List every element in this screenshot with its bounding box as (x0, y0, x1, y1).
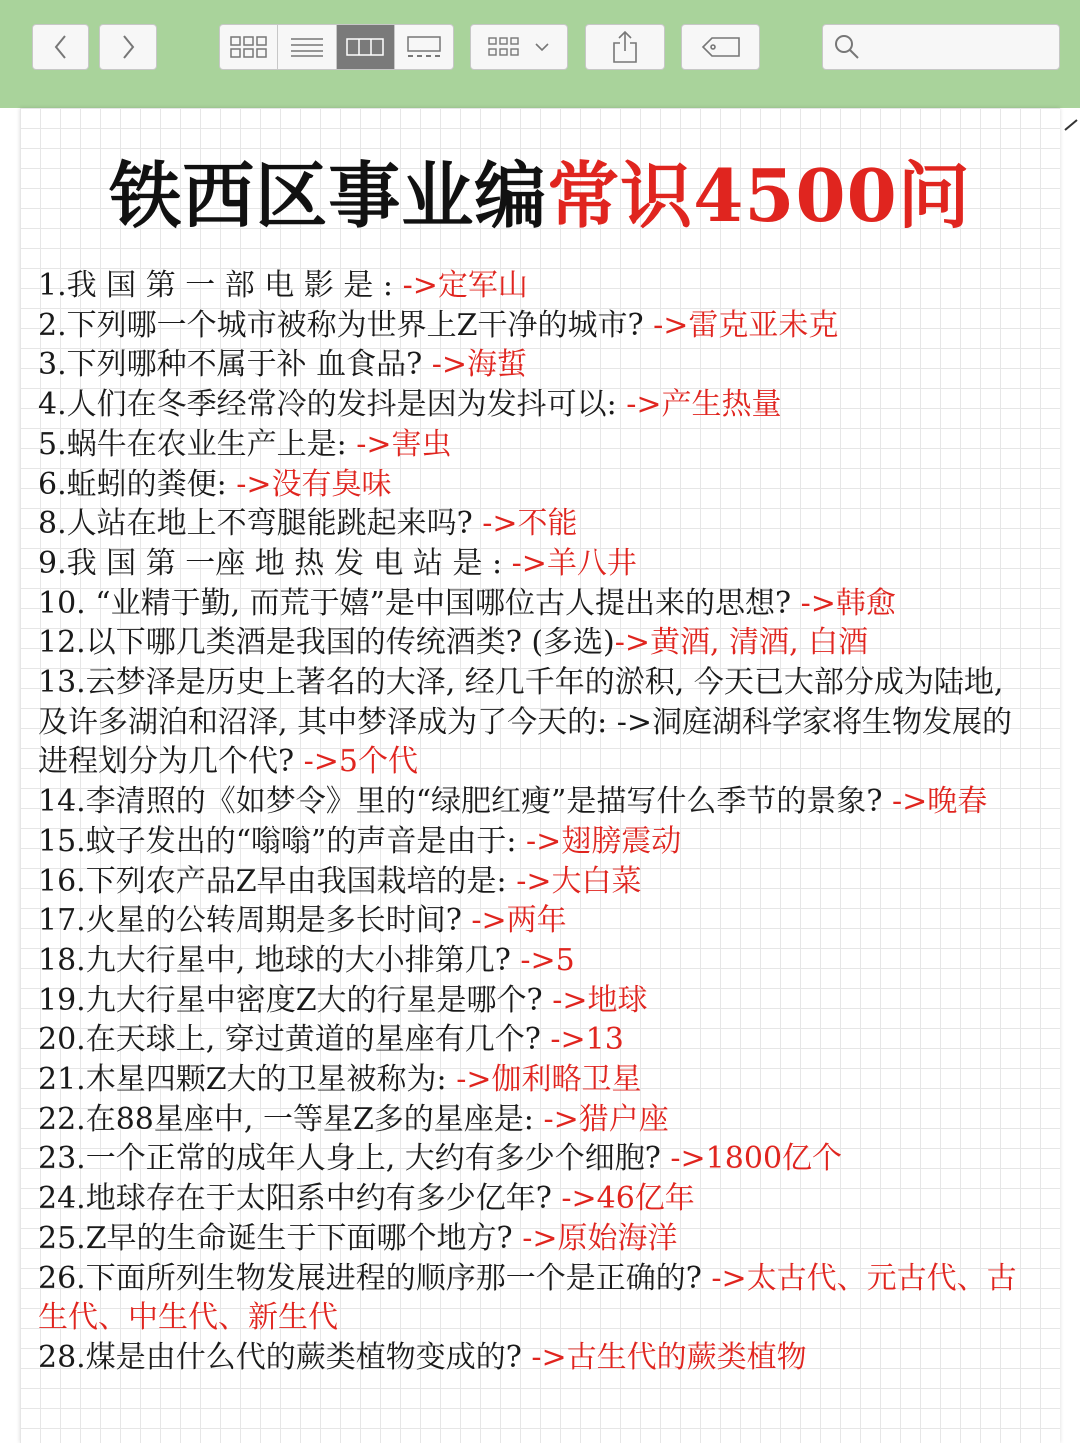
question-text: 15.蚊子发出的“嗡嗡”的声音是由于: (38, 823, 527, 859)
question-text: 6.蚯蚓的粪便: (38, 466, 237, 502)
qa-item (38, 504, 1038, 544)
view-column-button[interactable] (337, 25, 395, 69)
qa-item (38, 862, 1038, 902)
qa-item (38, 306, 1038, 346)
qa-item (38, 1338, 1038, 1378)
question-text: 18.九大行星中, 地球的大小排第几? (38, 942, 521, 978)
grid-view-icon (229, 34, 269, 60)
answer-text: ->产生热量 (626, 387, 782, 423)
answer-text: ->太古代、元古代、古生代、中生代、新生代 (38, 1260, 1017, 1336)
question-text: 10. “业精于勤, 而荒于嬉”是中国哪位古人提出来的思想? (38, 585, 801, 621)
chevron-right-icon (118, 33, 138, 61)
answer-text: ->大白菜 (516, 863, 642, 899)
qa-item (38, 901, 1038, 941)
search-box[interactable] (822, 24, 1060, 70)
question-text: 14.李清照的《如梦令》里的“绿肥红瘦”是描写什么季节的景象? (38, 784, 893, 820)
qa-item (38, 623, 1038, 663)
qa-item (38, 981, 1038, 1021)
chevron-down-icon (533, 40, 551, 54)
answer-text: ->5 (520, 942, 575, 978)
title-black-part: 铁西区事业编 (109, 153, 548, 238)
search-icon (833, 33, 861, 61)
question-text: 17.火星的公转周期是多长时间? (38, 903, 472, 939)
qa-item (38, 544, 1038, 584)
question-text: 21.木星四颗Z大的卫星被称为: (38, 1062, 457, 1098)
tag-icon (701, 36, 741, 58)
qa-item (38, 425, 1038, 465)
answer-text: ->两年 (471, 903, 567, 939)
answer-text: ->5个代 (303, 744, 418, 780)
toolbar (0, 0, 1080, 108)
answer-text: ->地球 (552, 982, 648, 1018)
answer-text: ->猎户座 (543, 1101, 669, 1137)
title-red-part: 常识4500问 (547, 153, 971, 238)
answer-text: ->1800亿个 (670, 1141, 843, 1177)
qa-item (38, 822, 1038, 862)
answer-text: ->不能 (482, 506, 578, 542)
answer-text: ->黄酒, 清酒, 白酒 (614, 625, 869, 661)
answer-text: ->韩愈 (800, 585, 896, 621)
question-text: 26.下面所列生物发展进程的顺序那一个是正确的? (38, 1260, 712, 1296)
answer-text: ->伽利略卫星 (456, 1062, 642, 1098)
qa-item (38, 663, 1038, 782)
question-text: 28.煤是由什么代的蕨类植物变成的? (38, 1339, 532, 1375)
group-by-button[interactable] (470, 24, 568, 70)
question-text: 4.人们在冬季经常冷的发抖是因为发抖可以: (38, 387, 627, 423)
list-view-icon (290, 36, 324, 58)
back-button[interactable] (32, 24, 89, 70)
qa-item (38, 941, 1038, 981)
qa-item (38, 782, 1038, 822)
answer-text: ->原始海洋 (522, 1220, 678, 1256)
qa-item (38, 465, 1038, 505)
qa-item (38, 1060, 1038, 1100)
view-gallery-button[interactable] (395, 25, 453, 69)
qa-item (38, 1259, 1038, 1338)
question-text: 20.在天球上, 穿过黄道的星座有几个? (38, 1022, 551, 1058)
share-icon (611, 30, 639, 64)
answer-text: ->害虫 (356, 426, 452, 462)
answer-text: ->46亿年 (561, 1181, 695, 1217)
group-by-icon (487, 36, 527, 58)
answer-text: ->13 (550, 1022, 624, 1058)
answer-text: ->古生代的蕨类植物 (531, 1339, 807, 1375)
answer-text: ->晚春 (892, 784, 988, 820)
question-text: 22.在88星座中, 一等星Z多的星座是: (38, 1101, 544, 1137)
qa-item (38, 1020, 1038, 1060)
answer-text: ->海蜇 (431, 347, 528, 383)
qa-item (38, 1219, 1038, 1259)
view-grid-button[interactable] (220, 25, 278, 69)
question-text: 9.我 国 第 一座 地 热 发 电 站 是 : (38, 545, 512, 581)
page-title (0, 148, 1080, 244)
answer-text: ->翅膀震动 (526, 823, 682, 859)
search-input[interactable] (867, 36, 1051, 59)
question-text: 3.下列哪种不属于补 血食品? (38, 347, 432, 383)
answer-text: ->雷克亚未克 (653, 307, 839, 343)
chevron-left-icon (51, 33, 71, 61)
question-text: 1.我 国 第 一 部 电 影 是 : (38, 268, 403, 303)
question-text: 25.Z早的生命诞生于下面哪个地方? (38, 1220, 523, 1256)
forward-button[interactable] (99, 24, 157, 70)
answer-text: ->羊八井 (511, 545, 637, 581)
question-text: 5.蜗牛在农业生产上是: (38, 426, 357, 462)
question-text: 19.九大行星中密度Z大的行星是哪个? (38, 982, 553, 1018)
qa-item (38, 1179, 1038, 1219)
qa-item (38, 266, 1038, 306)
qa-item (38, 1139, 1038, 1179)
qa-item (38, 1100, 1038, 1140)
share-button[interactable] (585, 24, 665, 70)
view-list-button[interactable] (278, 25, 336, 69)
answer-text: ->定军山 (402, 268, 528, 303)
column-view-icon (346, 37, 384, 57)
question-text: 8.人站在地上不弯腿能跳起来吗? (38, 506, 483, 542)
qa-item (38, 584, 1038, 624)
tag-button[interactable] (681, 24, 760, 70)
question-text: 16.下列农产品Z早由我国栽培的是: (38, 863, 517, 899)
question-text: 2.下列哪一个城市被称为世界上Z干净的城市? (38, 307, 654, 343)
question-text: 23.一个正常的成年人身上, 大约有多少个细胞? (38, 1141, 671, 1177)
question-text: 24.地球存在于太阳系中约有多少亿年? (38, 1181, 562, 1217)
answer-text: ->没有臭味 (236, 466, 392, 502)
qa-list (38, 266, 1038, 1378)
scroll-up-arrow-icon[interactable] (1064, 118, 1078, 132)
view-switcher (219, 24, 454, 70)
qa-item (38, 385, 1038, 425)
question-text: 13.云梦泽是历史上著名的大泽, 经几千年的淤积, 今天已大部分成为陆地, 及许多湖泊和沼泽, 其中梦泽成为了今天的: ->洞庭湖科学家将生物发展的进程划分为几个代? (38, 665, 1013, 780)
question-text: 12.以下哪几类酒是我国的传统酒类? (多选) (38, 625, 615, 661)
gallery-view-icon (405, 35, 443, 59)
qa-item (38, 345, 1038, 385)
